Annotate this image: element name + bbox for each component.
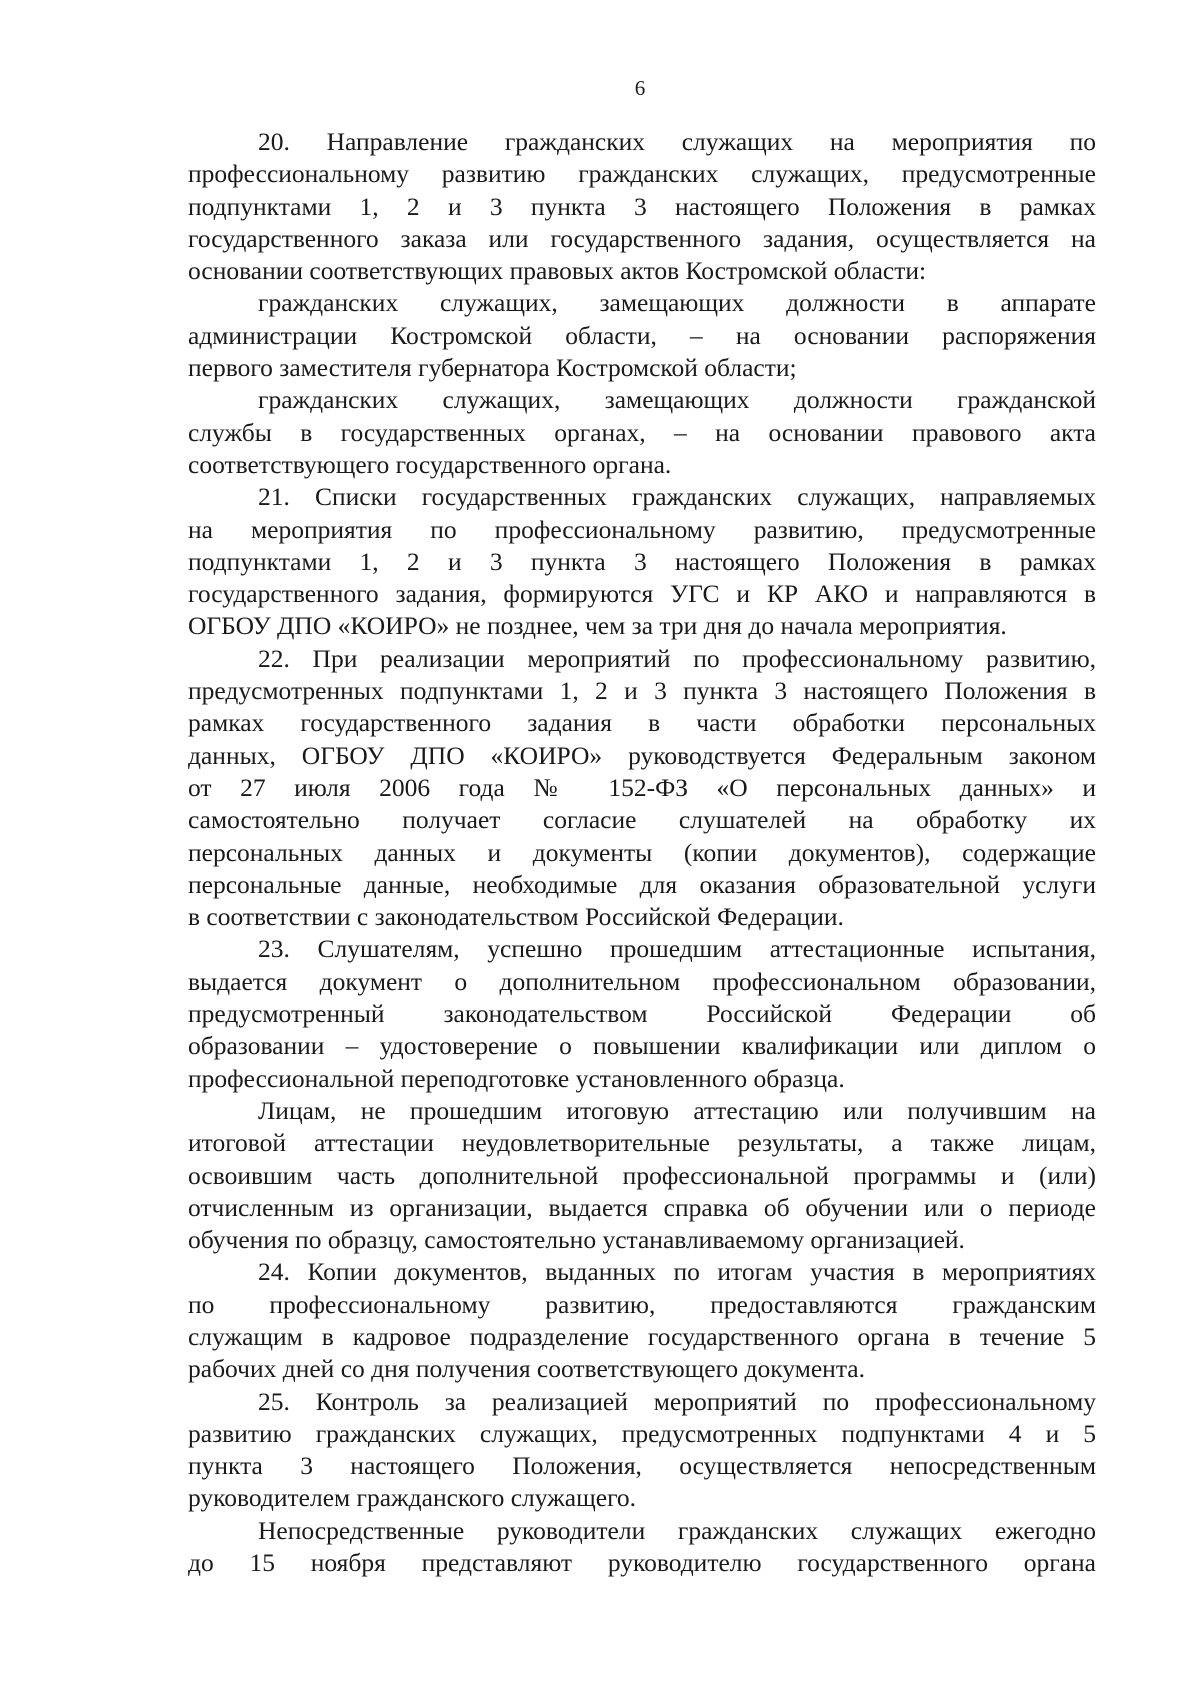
text-line: Непосредственные руководители гражданских служащих ежегодно: [258, 1515, 1096, 1545]
text-line: руководителем гражданского служащего.: [188, 1483, 637, 1513]
text-line: образовании – удостоверение о повышении квалификации или диплом о: [188, 1031, 1096, 1061]
text-line: предусмотренных подпунктами 1, 2 и 3 пункта 3 настоящего Положения в: [188, 676, 1096, 706]
text-line: государственного заказа или государственного задания, осуществляется на: [188, 223, 1096, 253]
text-line: рабочих дней со дня получения соответствующего документа.: [188, 1354, 865, 1384]
text-line: персональные данные, необходимые для оказания образовательной услуги: [188, 869, 1096, 899]
text-line: самостоятельно получает согласие слушателей на обработку их: [188, 805, 1096, 835]
text-line: 25. Контроль за реализацией мероприятий по профессиональному: [258, 1386, 1096, 1416]
text-line: службы в государственных органах, – на основании правового акта: [188, 417, 1096, 447]
document-body: [188, 126, 1096, 1579]
text-line: освоившим часть дополнительной профессиональной программы и (или): [188, 1160, 1096, 1190]
text-line: 20. Направление гражданских служащих на мероприятия по: [258, 127, 1096, 156]
text-line: пункта 3 настоящего Положения, осуществляется непосредственным: [188, 1451, 1096, 1481]
paragraph: [188, 933, 1096, 1094]
text-line: 24. Копии документов, выданных по итогам участия в мероприятиях: [258, 1257, 1096, 1287]
text-line: ОГБОУ ДПО «КОИРО» не позднее, чем за три дня до начала мероприятия.: [188, 611, 1007, 641]
text-line: Лицам, не прошедшим итоговую аттестацию или получившим на: [258, 1095, 1096, 1125]
text-line: государственного задания, формируются УГС и КР АКО и направляются в: [188, 579, 1096, 609]
paragraph: [188, 1386, 1096, 1515]
text-line: 21. Списки государственных гражданских служащих, направляемых: [258, 482, 1096, 512]
text-line: выдается документ о дополнительном профессиональном образовании,: [188, 966, 1096, 996]
text-line: до 15 ноября представляют руководителю государственного органа: [188, 1548, 1096, 1578]
paragraph: [188, 287, 1096, 384]
text-line: профессиональному развитию гражданских служащих, предусмотренные: [188, 159, 1096, 189]
text-line: персональных данных и документы (копии документов), содержащие: [188, 837, 1096, 867]
text-line: предусмотренный законодательством Российской Федерации об: [188, 999, 1096, 1029]
paragraph: [188, 1256, 1096, 1385]
text-line: развитию гражданских служащих, предусмотренных подпунктами 4 и 5: [188, 1418, 1096, 1448]
text-line: 23. Слушателям, успешно прошедшим аттестационные испытания,: [258, 934, 1096, 964]
text-line: гражданских служащих, замещающих должности гражданской: [258, 385, 1096, 415]
text-line: рамках государственного задания в части обработки персональных: [188, 708, 1096, 738]
text-line: 22. При реализации мероприятий по профессиональному развитию,: [258, 643, 1096, 673]
text-line: подпунктами 1, 2 и 3 пункта 3 настоящего Положения в рамках: [188, 191, 1096, 221]
text-line: основании соответствующих правовых актов Костромской области:: [188, 256, 927, 286]
text-line: соответствующего государственного органа.: [188, 449, 672, 479]
paragraph: [188, 481, 1096, 642]
paragraph: [188, 1515, 1096, 1580]
paragraph: [188, 384, 1096, 481]
text-line: по профессиональному развитию, предоставляются гражданским: [188, 1289, 1096, 1319]
text-line: подпунктами 1, 2 и 3 пункта 3 настоящего Положения в рамках: [188, 546, 1096, 576]
text-line: отчисленным из организации, выдается справка об обучении или о периоде: [188, 1192, 1096, 1222]
text-line: обучения по образцу, самостоятельно устанавливаемому организацией.: [188, 1225, 965, 1255]
paragraph: [188, 126, 1096, 287]
text-line: гражданских служащих, замещающих должности в аппарате: [258, 288, 1096, 318]
text-line: служащим в кадровое подразделение государственного органа в течение 5: [188, 1321, 1096, 1351]
text-line: на мероприятия по профессиональному развитию, предусмотренные: [188, 514, 1096, 544]
page-number: 6: [634, 76, 646, 100]
text-line: данных, ОГБОУ ДПО «КОИРО» руководствуется Федеральным законом: [188, 740, 1096, 770]
text-line: от 27 июля 2006 года № 152-ФЗ «О персональных данных» и: [188, 772, 1096, 802]
text-line: первого заместителя губернатора Костромской области;: [188, 353, 797, 383]
text-line: администрации Костромской области, – на основании распоряжения: [188, 320, 1096, 350]
paragraph: [188, 643, 1096, 934]
text-line: профессиональной переподготовке установленного образца.: [188, 1063, 845, 1093]
paragraph: [188, 1095, 1096, 1256]
text-line: в соответствии с законодательством Российской Федерации.: [188, 902, 844, 932]
text-line: итоговой аттестации неудовлетворительные результаты, а также лицам,: [188, 1128, 1096, 1158]
